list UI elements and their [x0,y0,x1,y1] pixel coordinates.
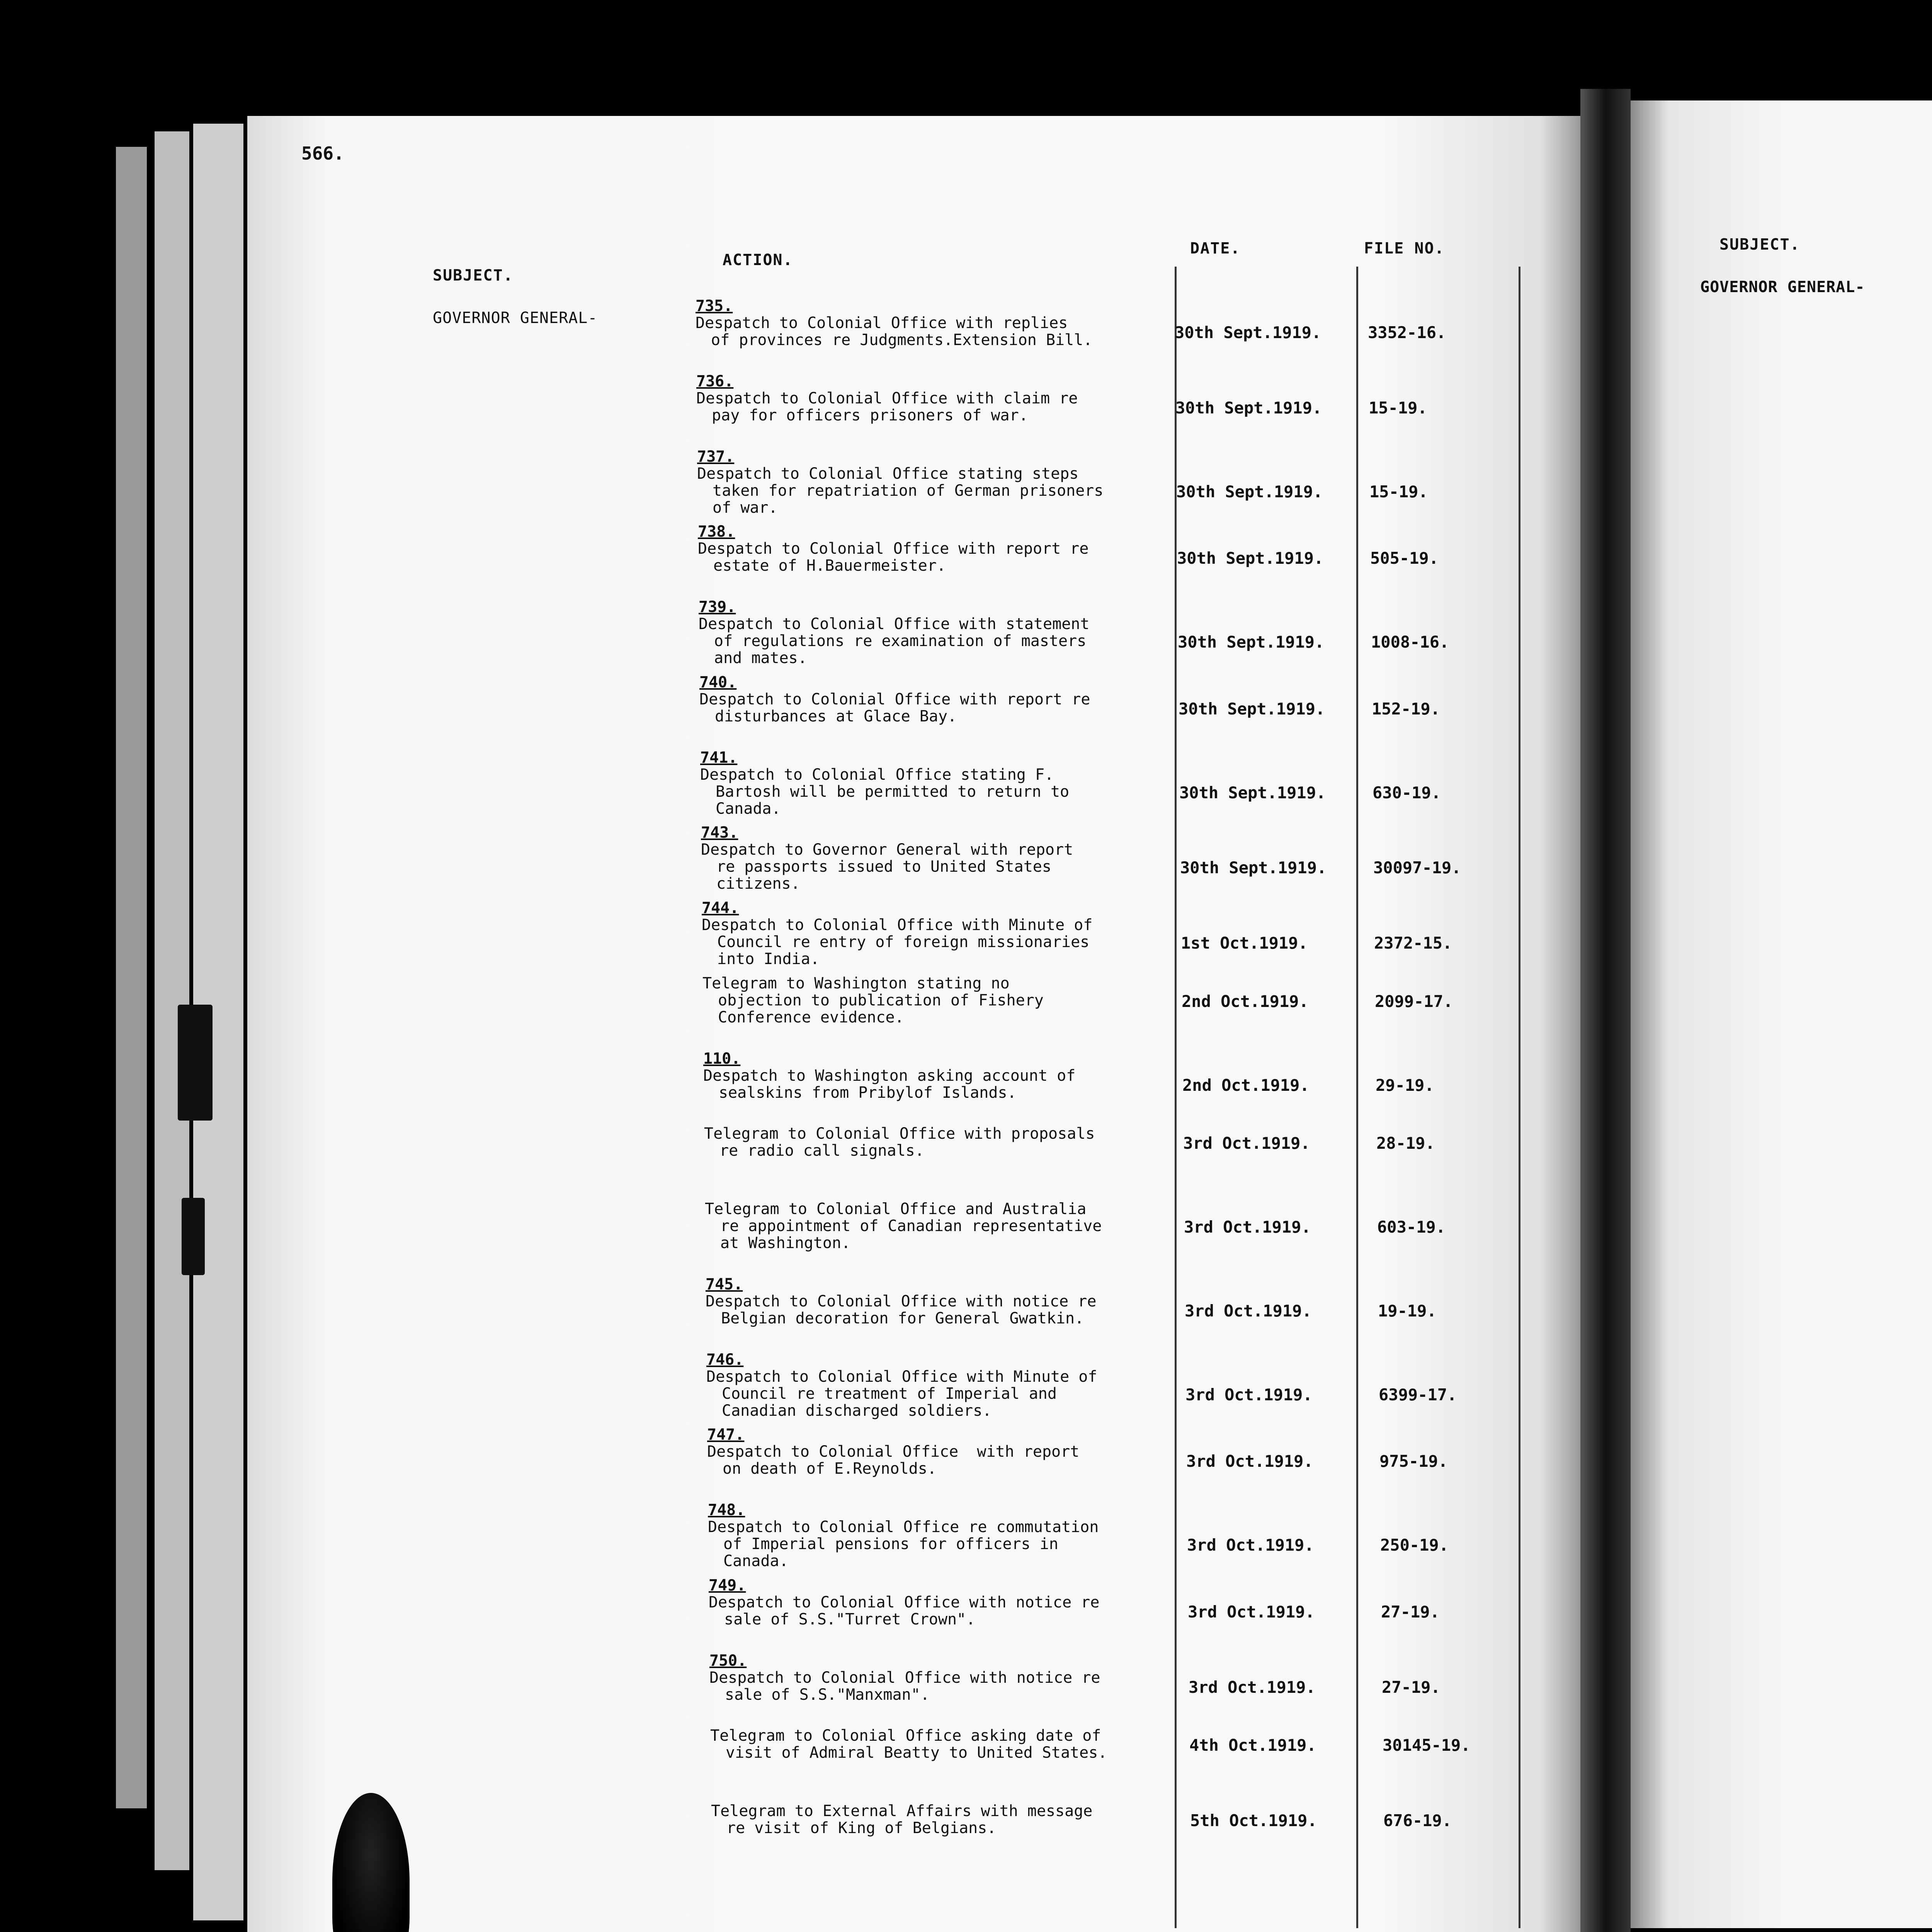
entry-action-line: Despatch to Colonial Office with statement [699,615,1090,633]
ledger-entry [697,448,1103,516]
entry-date: 30th Sept.1919. [1178,633,1325,652]
entry-number: 736. [696,372,734,390]
entry-number: 739. [699,598,736,616]
entry-action-line: Despatch to Colonial Office with Minute of [702,916,1093,934]
entry-action-line: re visit of King of Belgians. [726,1819,997,1837]
entry-date: 3rd Oct.1919. [1183,1134,1310,1153]
entry-action-line: Telegram to Colonial Office and Australia [705,1200,1087,1218]
entry-action-line: Council re entry of foreign missionaries [717,933,1090,951]
entry-action-line: Bartosh will be permitted to return to [716,782,1070,801]
entry-action-line: Telegram to Washington stating no [702,974,1010,992]
ledger-entry [704,1125,1095,1159]
left-header-action: ACTION. [723,251,793,269]
entry-date: 3rd Oct.1919. [1184,1218,1311,1237]
entry-action-line: at Washington. [720,1234,851,1252]
entry-action-line: Canada. [716,799,781,818]
entry-date: 30th Sept.1919. [1179,699,1325,718]
entry-file-number: 2099-17. [1375,992,1453,1011]
entry-file-number: 3352-16. [1368,323,1446,342]
ledger-entry [700,749,1069,817]
entry-action-line: Despatch to Colonial Office with notice re [706,1292,1097,1310]
entry-action-line: Despatch to Colonial Office with notice re [709,1668,1100,1687]
entry-action-line: Despatch to Washington asking account of [703,1066,1076,1085]
ledger-entry [696,373,1078,424]
entry-action-line: re passports issued to United States [716,858,1051,876]
entry-action-line: into India. [717,950,820,968]
ledger-entry [698,523,1088,574]
ledger-entry [701,824,1073,892]
entry-file-number: 152-19. [1372,699,1440,718]
index-tab [182,1198,205,1275]
entry-action-line: of Imperial pensions for officers in [723,1535,1058,1553]
entry-action-line: of regulations re examination of masters [714,632,1087,650]
entry-date: 2nd Oct.1919. [1182,1075,1310,1095]
left-column-rule [1356,267,1358,1928]
left-column-rule [1519,267,1520,1928]
entry-file-number: 19-19. [1378,1301,1437,1320]
left-ledger-page [247,116,1580,1932]
ledger-entry [699,599,1089,667]
entry-action-line: Council re treatment of Imperial and [722,1384,1057,1403]
entry-file-number: 27-19. [1382,1677,1440,1697]
ledger-entry [707,1426,1079,1477]
entry-date: 2nd Oct.1919. [1182,992,1309,1011]
entry-number: 746. [706,1350,744,1369]
entry-date: 30th Sept.1919. [1177,549,1324,568]
entry-action-line: Despatch to Colonial Office with claim re [696,389,1078,407]
entry-file-number: 603-19. [1377,1218,1446,1237]
entry-file-number: 6399-17. [1379,1385,1457,1404]
entry-date: 30th Sept.1919. [1175,398,1322,417]
entry-number: 748. [708,1501,745,1519]
ledger-entry [705,1201,1102,1252]
entry-file-number: 630-19. [1372,783,1441,802]
entry-file-number: 505-19. [1370,549,1439,568]
entry-action-line: of war. [713,498,778,517]
entry-number: 735. [696,297,733,315]
entry-action-line: Canadian discharged soldiers. [722,1401,992,1420]
ledger-entry [703,1050,1075,1101]
entry-number: 110. [703,1049,741,1068]
left-page-number: 566. [301,143,344,164]
entry-action-line: visit of Admiral Beatty to United States. [726,1744,1107,1762]
entry-file-number: 676-19. [1383,1811,1452,1830]
entry-action-line: Despatch to Colonial Office stating F. [700,765,1054,784]
entry-file-number: 1008-16. [1371,633,1449,652]
entry-number: 737. [697,447,735,466]
entry-number: 741. [700,748,738,767]
entry-action-line: disturbances at Glace Bay. [715,707,957,725]
page-stack-edge [116,147,147,1808]
entry-action-line: Despatch to Governor General with report [701,841,1073,859]
ledger-entry [702,900,1092,968]
entry-action-line: taken for repatriation of German prisoners [713,481,1104,500]
ledger-entry [702,975,1044,1026]
right-ledger-page [1631,100,1932,1928]
entry-date: 3rd Oct.1919. [1185,1385,1313,1404]
entry-file-number: 28-19. [1376,1134,1435,1153]
entry-number: 747. [707,1426,745,1444]
entry-action-line: of provinces re Judgments.Extension Bill. [711,331,1093,349]
entry-action-line: citizens. [716,875,800,893]
ledger-entry [706,1276,1096,1327]
ledger-entry [708,1502,1099,1570]
right-header-subject: SUBJECT. [1719,236,1800,253]
right-subject-governor-general: GOVERNOR GENERAL- [1700,278,1865,296]
entry-action-line: Despatch to Colonial Office re commutation [708,1518,1099,1536]
entry-action-line: Telegram to Colonial Office asking date of [710,1727,1101,1745]
entry-file-number: 30145-19. [1383,1736,1471,1755]
entry-action-line: re radio call signals. [719,1142,924,1160]
entry-file-number: 27-19. [1381,1602,1440,1621]
entry-date: 1st Oct.1919. [1181,934,1308,953]
entry-file-number: 2372-15. [1374,934,1452,953]
entry-number: 744. [702,899,739,917]
entry-file-number: 975-19. [1379,1452,1448,1471]
left-header-subject: SUBJECT. [433,267,514,284]
entry-file-number: 30097-19. [1373,858,1461,878]
book-gutter [1580,89,1631,1932]
entry-date: 5th Oct.1919. [1190,1811,1317,1830]
entry-action-line: objection to publication of Fishery [718,991,1044,1009]
entry-action-line: sale of S.S."Turret Crown". [724,1610,976,1628]
entry-number: 750. [709,1651,747,1670]
entry-action-line: and mates. [714,649,807,667]
entry-date: 30th Sept.1919. [1175,323,1321,342]
entry-action-line: Belgian decoration for General Gwatkin. [721,1309,1084,1327]
entry-action-line: Despatch to Colonial Office with report [707,1443,1080,1461]
entry-action-line: Despatch to Colonial Office with report re [699,690,1090,708]
entry-action-line: Despatch to Colonial Office with Minute of [706,1367,1097,1386]
page-stack-edge [155,131,189,1870]
entry-action-line: estate of H.Bauermeister. [713,557,946,575]
entry-action-line: Despatch to Colonial Office with replies [696,314,1068,332]
ledger-entry [710,1727,1107,1761]
ledger-entry [709,1577,1099,1628]
entry-action-line: Despatch to Colonial Office with report re [698,540,1089,558]
index-tab [178,1005,213,1121]
left-column-rule [1175,267,1177,1928]
entry-file-number: 15-19. [1369,398,1427,417]
entry-action-line: Telegram to Colonial Office with proposals [704,1125,1095,1143]
ledger-entry [709,1652,1100,1703]
entry-file-number: 15-19. [1369,482,1428,501]
entry-number: 743. [701,824,738,842]
entry-file-number: 250-19. [1380,1536,1449,1555]
ledger-entry [711,1803,1092,1837]
entry-action-line: Canada. [723,1552,789,1570]
entry-date: 3rd Oct.1919. [1189,1677,1316,1697]
entry-action-line: sealskins from Pribylof Islands. [719,1083,1017,1102]
entry-action-line: Despatch to Colonial Office with notice re [709,1593,1100,1611]
ledger-entry [699,674,1090,725]
entry-date: 3rd Oct.1919. [1187,1536,1314,1555]
entry-action-line: sale of S.S."Manxman". [725,1685,930,1704]
entry-number: 738. [698,523,735,541]
left-header-date: DATE. [1190,240,1241,257]
ledger-entry [706,1351,1097,1419]
left-header-file: FILE NO. [1364,240,1445,257]
entry-action-line: Despatch to Colonial Office stating steps [697,464,1079,483]
entry-date: 30th Sept.1919. [1180,858,1327,878]
entry-action-line: on death of E.Reynolds. [723,1460,937,1478]
entry-file-number: 29-19. [1376,1075,1434,1095]
entry-action-line: re appointment of Canadian representative [720,1217,1102,1235]
entry-number: 749. [709,1576,746,1594]
entry-date: 3rd Oct.1919. [1188,1602,1315,1621]
entry-action-line: pay for officers prisoners of war. [712,406,1028,424]
entry-number: 745. [706,1275,743,1293]
ledger-entry [696,298,1092,349]
entry-action-line: Conference evidence. [718,1008,904,1026]
left-subject-governor-general: GOVERNOR GENERAL- [433,309,598,327]
entry-action-line: Telegram to External Affairs with message [711,1802,1093,1820]
entry-date: 3rd Oct.1919. [1185,1301,1312,1320]
entry-date: 4th Oct.1919. [1189,1736,1316,1755]
entry-date: 3rd Oct.1919. [1186,1452,1313,1471]
entry-date: 30th Sept.1919. [1179,783,1326,802]
entry-number: 740. [699,673,737,691]
entry-date: 30th Sept.1919. [1176,482,1323,501]
